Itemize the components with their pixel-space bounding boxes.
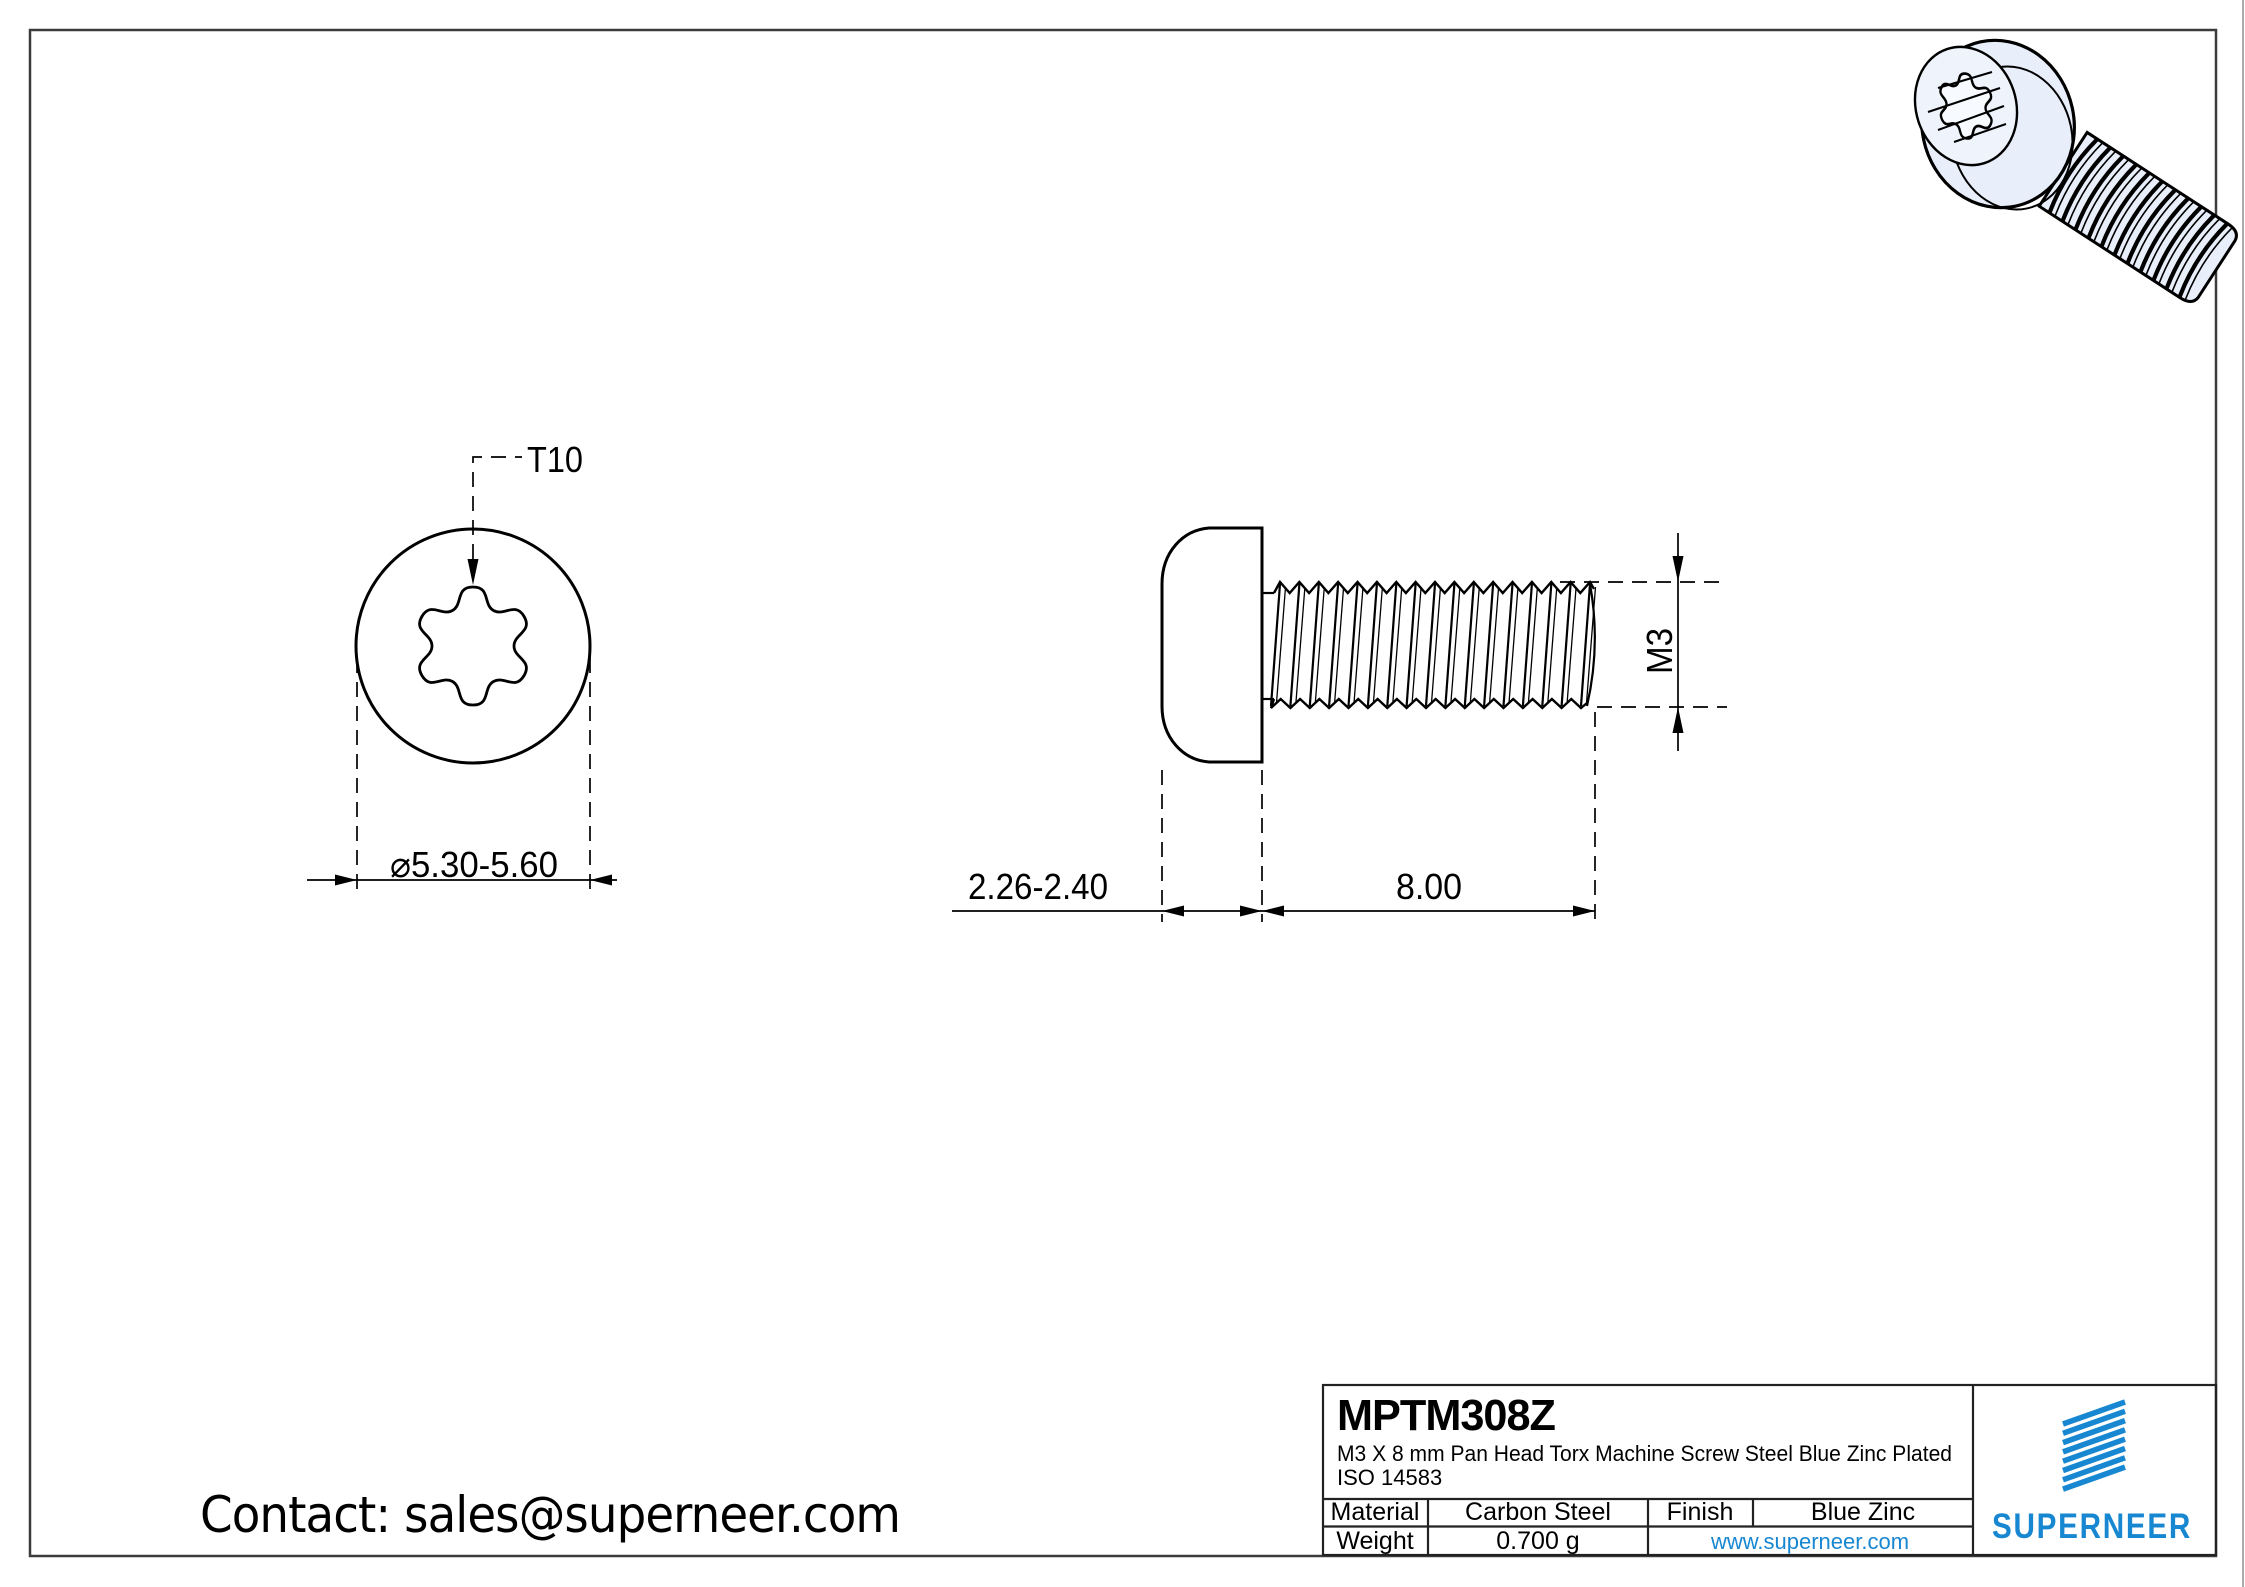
part-description: M3 X 8 mm Pan Head Torx Machine Screw Steel Blue Zinc Plated	[1337, 1441, 1952, 1466]
contact-text: Contact: sales@superneer.com	[200, 1486, 900, 1544]
t10-leader-arrow	[468, 559, 479, 585]
material-value: Carbon Steel	[1465, 1498, 1611, 1526]
head-height-label: 2.26-2.40	[968, 866, 1108, 907]
title-block	[1323, 1385, 2216, 1555]
m3-label: M3	[1639, 623, 1680, 674]
material-label: Material	[1330, 1498, 1420, 1526]
weight-value: 0.700 g	[1496, 1527, 1580, 1555]
head-dim-arrow-left	[1162, 906, 1184, 917]
website-link[interactable]: www.superneer.com	[1710, 1529, 1910, 1554]
brand-wordmark: SUPERNEER	[1992, 1507, 2192, 1546]
head-dim-arrow-right	[1240, 906, 1262, 917]
length-label: 8.00	[1396, 866, 1462, 907]
length-arrow-right	[1573, 906, 1595, 917]
diameter-arrow-right	[590, 875, 612, 886]
iso-view	[1900, 26, 2241, 306]
brand-logo	[1992, 1402, 2192, 1546]
t10-label: T10	[527, 439, 583, 480]
length-arrow-left	[1262, 906, 1284, 917]
m3-arrow-top	[1673, 556, 1684, 582]
finish-label: Finish	[1666, 1498, 1734, 1526]
weight-label: Weight	[1336, 1527, 1414, 1555]
side-view	[952, 528, 1727, 922]
side-threads	[1271, 582, 1596, 708]
logo-stripes-icon	[2063, 1402, 2125, 1489]
torx-recess-outline	[420, 587, 527, 705]
finish-value: Blue Zinc	[1810, 1498, 1916, 1526]
t10-leader-line	[473, 457, 522, 559]
diameter-label: ⌀5.30-5.60	[390, 844, 558, 885]
m3-arrow-bottom	[1673, 707, 1684, 733]
part-standard: ISO 14583	[1337, 1465, 1443, 1490]
part-number: MPTM308Z	[1337, 1391, 1556, 1440]
front-view	[307, 439, 617, 893]
diameter-arrow-left	[335, 875, 357, 886]
drawing-frame	[30, 30, 2216, 1556]
side-head-outline	[1162, 528, 1262, 762]
